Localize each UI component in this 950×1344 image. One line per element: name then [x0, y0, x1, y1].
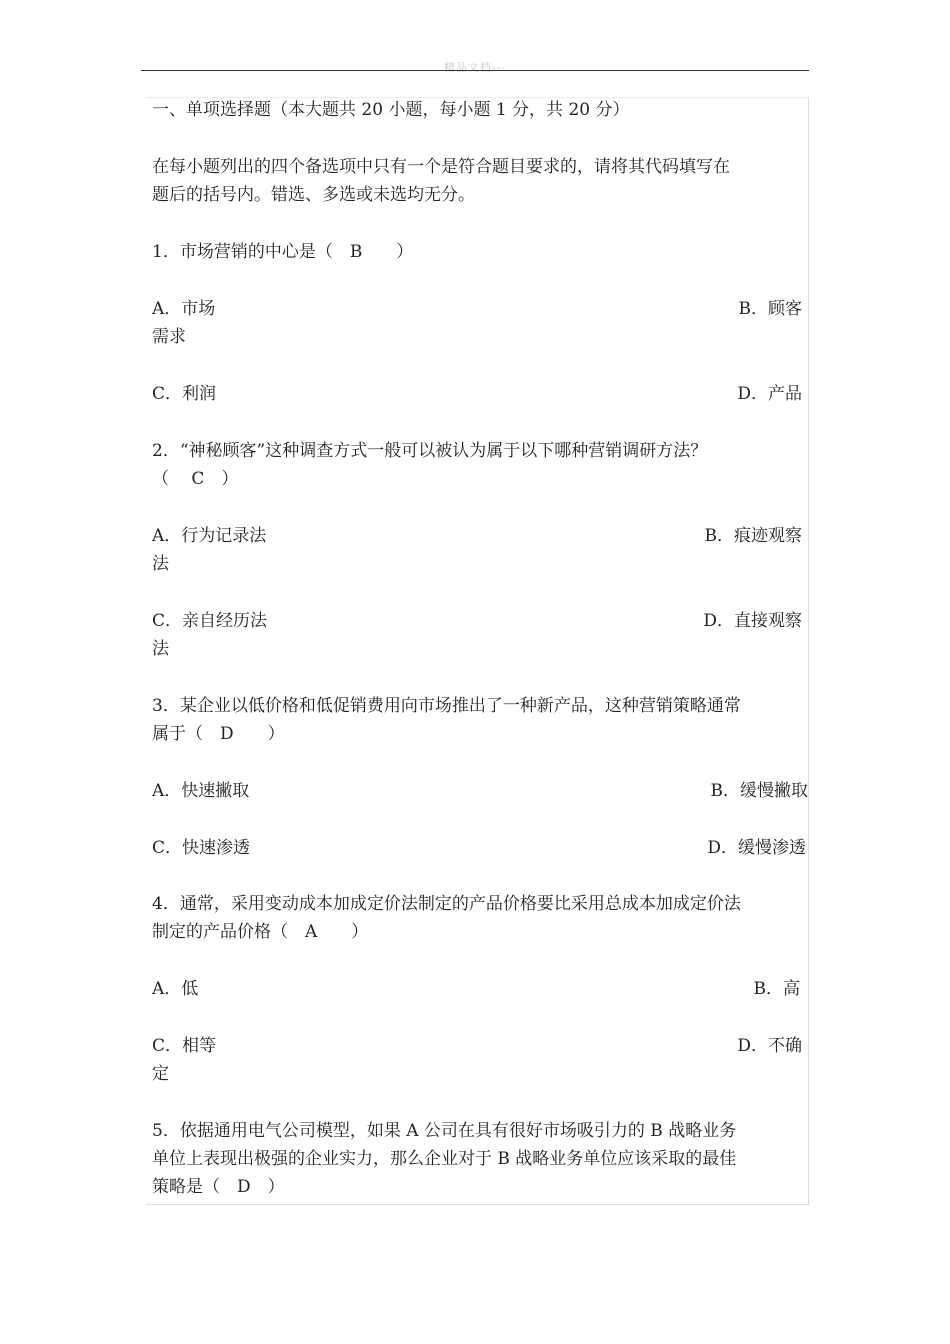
question-1-option-d: D．产品 [737, 384, 802, 404]
header-rule [141, 70, 809, 71]
question-3-stem-line-2: 属于（ D ） [152, 724, 285, 744]
question-4-option-b: B．高 [753, 979, 800, 999]
question-4-stem-line-2: 制定的产品价格（ A ） [152, 922, 369, 942]
question-3-option-c: C．快速渗透 [152, 838, 251, 858]
question-4-option-d: D．不确 [737, 1036, 802, 1056]
question-2-option-b-wrap: 法 [152, 554, 169, 574]
instruction-line-2: 题后的括号内。错选、多选或未选均无分。 [152, 185, 475, 205]
question-2-option-d: D．直接观察 [703, 611, 802, 631]
question-5-stem-line-3: 策略是（ D ） [152, 1177, 285, 1197]
question-5-stem-line-1: 5．依据通用电气公司模型，如果 A 公司在具有很好市场吸引力的 B 战略业务 [152, 1121, 737, 1141]
question-4-option-c: C．相等 [152, 1036, 217, 1056]
question-5-stem-line-2: 单位上表现出极强的企业实力，那么企业对于 B 战略业务单位应该采取的最佳 [152, 1149, 737, 1169]
question-1-stem: 1．市场营销的中心是（ B ） [152, 242, 414, 262]
question-4-option-d-wrap: 定 [152, 1064, 169, 1084]
page-header-watermark: 精品文档--- [443, 61, 507, 74]
section-title: 一、单项选择题（本大题共 20 小题，每小题 1 分，共 20 分） [152, 100, 630, 120]
question-2-option-d-wrap: 法 [152, 639, 169, 659]
question-1-option-b: B．顾客 [738, 299, 802, 319]
question-1-option-b-wrap: 需求 [152, 327, 186, 347]
question-4-option-a: A．低 [152, 979, 199, 999]
question-4-stem-line-1: 4．通常，采用变动成本加成定价法制定的产品价格要比采用总成本加成定价法 [152, 894, 741, 914]
question-2-stem-line-1: 2．“神秘顾客”这种调查方式一般可以被认为属于以下哪种营销调研方法？ [152, 441, 708, 461]
question-3-option-a: A．快速撇取 [152, 781, 250, 801]
question-3-stem-line-1: 3．某企业以低价格和低促销费用向市场推出了一种新产品，这种营销策略通常 [152, 696, 741, 716]
question-3-option-d: D．缓慢渗透 [707, 838, 806, 858]
question-1-option-a: A．市场 [152, 299, 216, 319]
question-2-stem-line-2: （ C ） [152, 469, 239, 489]
instruction-line-1: 在每小题列出的四个备选项中只有一个是符合题目要求的，请将其代码填写在 [152, 157, 730, 177]
question-2-option-b: B．痕迹观察 [704, 526, 802, 546]
question-2-option-a: A．行为记录法 [152, 526, 267, 546]
question-1-option-c: C．利润 [152, 384, 217, 404]
question-3-option-b: B．缓慢撇取 [710, 781, 808, 801]
question-2-option-c: C．亲自经历法 [152, 611, 268, 631]
